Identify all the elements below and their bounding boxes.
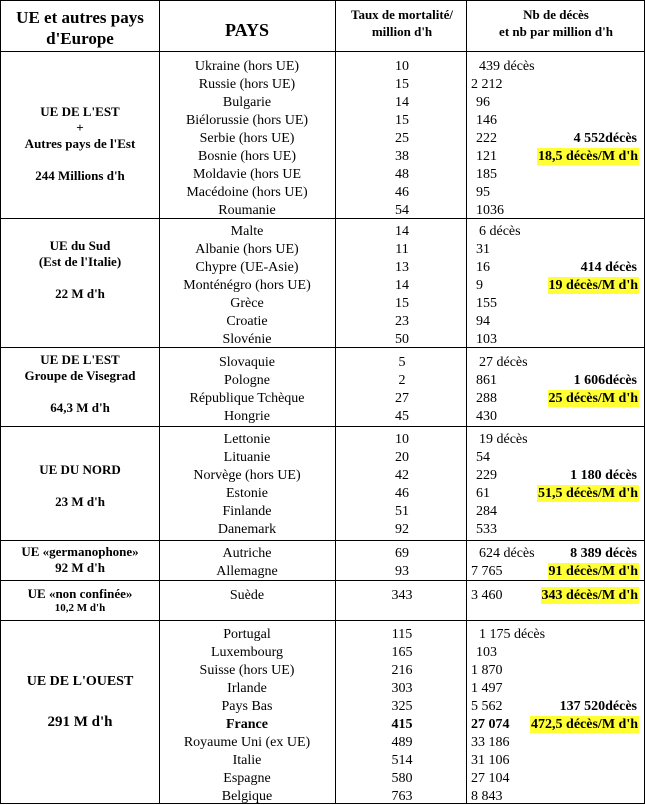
mortality-rate: 38 xyxy=(395,149,409,164)
mortality-rate: 763 xyxy=(391,789,413,804)
group-total-deaths: 414 décès xyxy=(580,260,637,275)
group-title xyxy=(25,352,136,416)
death-count: 7 765 xyxy=(471,564,503,579)
mortality-rate: 48 xyxy=(395,167,409,182)
group-separator xyxy=(0,218,645,219)
group-title-line: UE «non confinée» xyxy=(27,586,133,601)
country-name: Finlande xyxy=(222,504,272,519)
group-total-deaths: 1 180 décès xyxy=(570,468,637,483)
death-count: 1 497 xyxy=(471,681,503,696)
group-title-line xyxy=(25,384,136,400)
country-name: Norvège (hors UE) xyxy=(193,468,301,483)
mortality-rate: 325 xyxy=(391,699,413,714)
group-separator xyxy=(0,347,645,348)
group-title-line xyxy=(39,478,121,494)
header-region-line1: UE et autres pays xyxy=(16,8,144,27)
group-title xyxy=(27,672,134,732)
mortality-rate: 27 xyxy=(395,391,409,406)
header-country: PAYS xyxy=(224,20,270,40)
column-divider-rate xyxy=(466,0,467,804)
death-count: 27 104 xyxy=(471,771,510,786)
country-name: Bulgarie xyxy=(222,95,272,110)
country-name: Allemagne xyxy=(216,564,278,579)
group-title-line: (Est de l'Italie) xyxy=(38,254,122,269)
death-count: 229 xyxy=(476,468,497,483)
country-name: Danemark xyxy=(217,522,277,537)
death-count: 624 décès xyxy=(479,546,535,561)
country-name: Biélorussie (hors UE) xyxy=(185,113,309,128)
mortality-rate: 15 xyxy=(395,113,409,128)
country-name: Serbie (hors UE) xyxy=(199,131,295,146)
group-deaths-per-million: 51,5 décès/M d'h xyxy=(538,486,638,501)
mortality-rate: 343 xyxy=(391,588,413,603)
country-name: Chypre (UE-Asie) xyxy=(195,260,299,275)
header-deaths-line2: et nb par million d'h xyxy=(499,24,613,39)
group-title xyxy=(21,544,138,576)
group-title xyxy=(25,104,136,184)
group-separator xyxy=(0,426,645,427)
mortality-rate: 92 xyxy=(395,522,409,537)
death-count: 185 xyxy=(476,167,497,182)
death-count: 3 460 xyxy=(471,588,503,603)
group-title-line: UE DE L'EST xyxy=(40,352,120,367)
death-count: 861 xyxy=(476,373,497,388)
country-name: Suisse (hors UE) xyxy=(199,663,295,678)
country-name: République Tchèque xyxy=(189,391,305,406)
mortality-rate: 42 xyxy=(395,468,409,483)
header-rate xyxy=(351,6,453,40)
country-name: Slovaquie xyxy=(219,355,275,370)
column-divider-country xyxy=(335,0,336,804)
death-count: 16 xyxy=(476,260,490,275)
group-separator xyxy=(0,620,645,621)
country-name: Pays Bas xyxy=(221,699,273,714)
country-name: Royaume Uni (ex UE) xyxy=(183,735,311,750)
group-deaths-per-million: 91 décès/M d'h xyxy=(548,564,638,579)
country-name: Pologne xyxy=(224,373,270,388)
mortality-rate: 2 xyxy=(398,373,406,388)
country-name: Slovénie xyxy=(222,332,272,347)
death-count: 1 870 xyxy=(471,663,503,678)
mortality-rate: 165 xyxy=(391,645,413,660)
mortality-rate: 25 xyxy=(395,131,409,146)
death-count: 284 xyxy=(476,504,497,519)
group-title-line xyxy=(27,692,134,712)
header-region xyxy=(16,7,144,49)
death-count: 6 décès xyxy=(479,224,521,239)
group-title-line xyxy=(39,270,121,286)
death-count: 94 xyxy=(476,314,490,329)
mortality-rate: 580 xyxy=(391,771,413,786)
header-deaths-line1: Nb de décès xyxy=(523,7,589,22)
country-name: Grèce xyxy=(230,296,264,311)
death-count: 288 xyxy=(476,391,497,406)
group-title xyxy=(39,462,121,510)
group-title-line: UE DE L'OUEST xyxy=(26,674,134,689)
death-count: 5 562 xyxy=(471,699,503,714)
mortality-rate: 303 xyxy=(391,681,413,696)
country-name: Moldavie (hors UE xyxy=(192,167,302,182)
death-count: 31 106 xyxy=(471,753,510,768)
group-deaths-per-million: 472,5 décès/M d'h xyxy=(531,717,638,732)
mortality-rate: 13 xyxy=(395,260,409,275)
group-title-line: + xyxy=(76,120,84,135)
country-name: Estonie xyxy=(226,486,268,501)
country-name: Lituanie xyxy=(223,450,271,465)
country-name: Lettonie xyxy=(223,432,271,447)
mortality-rate: 10 xyxy=(395,59,409,74)
country-name: France xyxy=(226,717,268,732)
country-name: Albanie (hors UE) xyxy=(195,242,299,257)
country-name: Luxembourg xyxy=(210,645,284,660)
mortality-rate: 14 xyxy=(395,278,409,293)
death-count: 533 xyxy=(476,522,497,537)
group-separator xyxy=(0,580,645,581)
country-name: Roumanie xyxy=(218,203,276,218)
group-title-line: 64,3 M d'h xyxy=(50,400,110,415)
death-count: 27 074 xyxy=(471,717,510,732)
header-rate-line2: million d'h xyxy=(371,24,433,39)
mortality-rate: 23 xyxy=(395,314,409,329)
mortality-rate: 46 xyxy=(395,486,409,501)
death-count: 54 xyxy=(476,450,490,465)
mortality-rate: 5 xyxy=(398,355,406,370)
country-name: Bosnie (hors UE) xyxy=(198,149,296,164)
country-name: Macédoine (hors UE) xyxy=(186,185,308,200)
group-title-line: Autres pays de l'Est xyxy=(24,136,136,151)
mortality-rate: 93 xyxy=(395,564,409,579)
death-count: 9 xyxy=(476,278,483,293)
death-count: 31 xyxy=(476,242,490,257)
mortality-rate: 54 xyxy=(395,203,409,218)
mortality-rate: 489 xyxy=(391,735,413,750)
mortality-rate: 45 xyxy=(395,409,409,424)
group-title-line: 10,2 M d'h xyxy=(54,602,106,614)
group-separator xyxy=(0,540,645,541)
mortality-rate: 14 xyxy=(395,95,409,110)
group-deaths-per-million: 343 décès/M d'h xyxy=(541,588,638,603)
group-title-line: UE DE L'EST xyxy=(40,104,120,119)
death-count: 439 décès xyxy=(479,59,535,74)
country-name: Italie xyxy=(232,753,262,768)
mortality-rate: 69 xyxy=(395,546,409,561)
group-title-line: 23 M d'h xyxy=(55,494,105,509)
death-count: 19 décès xyxy=(479,432,528,447)
death-count: 430 xyxy=(476,409,497,424)
group-title-line: 22 M d'h xyxy=(55,286,105,301)
header-separator xyxy=(0,51,645,52)
mortality-rate: 11 xyxy=(395,242,409,257)
header-rate-line1: Taux de mortalité/ xyxy=(350,7,454,22)
mortality-rate: 46 xyxy=(395,185,409,200)
group-total-deaths: 1 606décès xyxy=(573,373,637,388)
group-deaths-per-million: 18,5 décès/M d'h xyxy=(538,149,638,164)
mortality-rate: 514 xyxy=(391,753,413,768)
group-total-deaths: 137 520décès xyxy=(559,699,637,714)
group-title-line: UE DU NORD xyxy=(39,462,121,477)
death-count: 155 xyxy=(476,296,497,311)
death-count: 1036 xyxy=(476,203,504,218)
country-name: Belgique xyxy=(221,789,273,804)
death-count: 103 xyxy=(476,332,497,347)
mortality-rate: 51 xyxy=(395,504,409,519)
mortality-rate: 14 xyxy=(395,224,409,239)
death-count: 146 xyxy=(476,113,497,128)
death-count: 27 décès xyxy=(479,355,528,370)
table-border-left xyxy=(0,0,1,804)
mortality-rate: 20 xyxy=(395,450,409,465)
mortality-rate: 216 xyxy=(391,663,413,678)
death-count: 8 843 xyxy=(471,789,503,804)
group-deaths-per-million: 19 décès/M d'h xyxy=(548,278,638,293)
country-name: Portugal xyxy=(223,627,271,642)
country-name: Hongrie xyxy=(224,409,270,424)
mortality-rate: 15 xyxy=(395,77,409,92)
mortality-rate: 15 xyxy=(395,296,409,311)
country-name: Croatie xyxy=(226,314,268,329)
mortality-rate: 115 xyxy=(391,627,413,642)
death-count: 1 175 décès xyxy=(479,627,546,642)
group-title xyxy=(28,587,133,615)
death-count: 33 186 xyxy=(471,735,510,750)
group-title-line: 244 Millions d'h xyxy=(35,168,125,183)
country-name: Ukraine (hors UE) xyxy=(194,59,300,74)
country-name: Monténégro (hors UE) xyxy=(183,278,311,293)
group-total-deaths: 4 552décès xyxy=(573,131,637,146)
column-divider-region xyxy=(159,0,160,804)
group-title-line: 291 M d'h xyxy=(47,714,113,730)
death-count: 95 xyxy=(476,185,490,200)
group-title xyxy=(39,238,121,302)
group-title-line: UE «germanophone» xyxy=(21,544,139,559)
mortality-rate: 50 xyxy=(395,332,409,347)
group-title-line: 92 M d'h xyxy=(55,560,105,575)
death-count: 222 xyxy=(476,131,497,146)
mortality-rate: 415 xyxy=(391,717,413,732)
mortality-rate: 10 xyxy=(395,432,409,447)
country-name: Russie (hors UE) xyxy=(198,77,296,92)
death-count: 103 xyxy=(476,645,497,660)
table-border-top xyxy=(0,0,645,1)
death-count: 61 xyxy=(476,486,490,501)
header-region-line2: d'Europe xyxy=(46,29,114,48)
death-count: 96 xyxy=(476,95,490,110)
group-title-line: Groupe de Visegrad xyxy=(24,368,136,383)
header-deaths xyxy=(499,6,613,40)
group-total-deaths: 8 389 décès xyxy=(570,546,637,561)
country-name: Malte xyxy=(230,224,264,239)
group-title-line: UE du Sud xyxy=(49,238,111,253)
country-name: Autriche xyxy=(222,546,272,561)
group-deaths-per-million: 25 décès/M d'h xyxy=(548,391,638,406)
group-title-line xyxy=(25,152,136,168)
country-name: Suède xyxy=(229,588,265,603)
country-name: Irlande xyxy=(227,681,267,696)
country-name: Espagne xyxy=(223,771,271,786)
death-count: 121 xyxy=(476,149,497,164)
death-count: 2 212 xyxy=(471,77,503,92)
